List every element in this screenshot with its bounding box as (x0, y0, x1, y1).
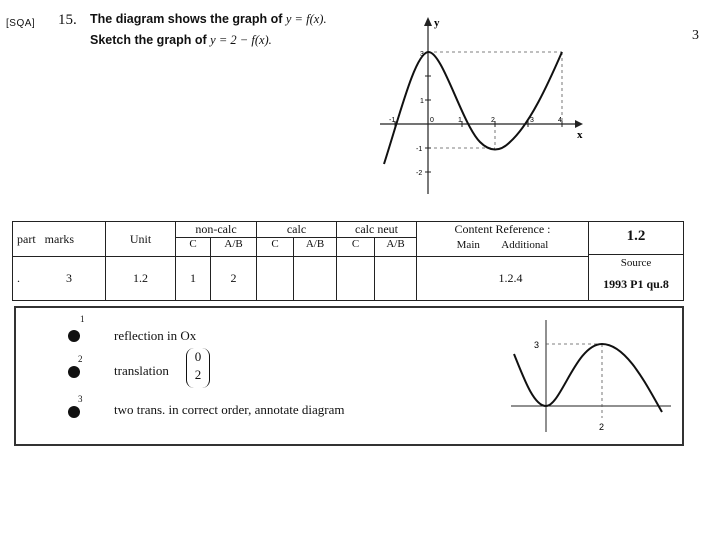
sketch-y-label: 3 (534, 340, 540, 350)
header-non-calc-label: non-calc (176, 222, 256, 238)
header-ab: A/B (305, 238, 325, 250)
header-calc (257, 222, 337, 257)
header-marks: marks (44, 231, 74, 246)
source-value: 1993 P1 qu.8 (603, 277, 669, 291)
header-c: C (176, 238, 211, 256)
header-c: C (257, 238, 294, 256)
header-ab: A/B (386, 238, 405, 250)
y-tick-label: -1 (416, 146, 423, 153)
content-additional-label: Additional (501, 239, 549, 251)
solution-point-1: reflection in Ox (114, 328, 197, 343)
question-line-2 (90, 33, 272, 48)
question-number: 15. (58, 12, 77, 28)
source-label: Source (620, 257, 652, 269)
sketch-x-label: 2 (599, 422, 605, 432)
question-line-2-text: Sketch the graph of (90, 33, 207, 47)
solution-box (14, 306, 684, 446)
curve-f (384, 52, 562, 164)
solution-sketch (506, 314, 676, 438)
header-unit: Unit (106, 222, 176, 257)
y-axis-label: y (434, 17, 440, 29)
header-content-reference (417, 222, 589, 257)
row-calc-neut-ab (375, 257, 417, 301)
row-calc-ab (294, 257, 337, 301)
row-non-calc-ab: 2 (211, 257, 257, 301)
header-calc-label: calc (257, 222, 336, 238)
question-line-1-text: The diagram shows the graph of (90, 12, 283, 26)
content-main-label: Main (456, 239, 480, 251)
row-non-calc-c: 1 (176, 257, 211, 301)
y-axis-arrow-icon (424, 17, 432, 26)
function-graph (370, 14, 600, 200)
row-content-main: 1.2.4 (417, 257, 589, 301)
x-tick-label: -1 (389, 117, 396, 124)
x-tick-label: 0 (430, 117, 434, 124)
content-reference-label: Content Reference : (454, 222, 551, 236)
row-calc-neut-c (337, 257, 375, 301)
translation-vector (186, 348, 210, 388)
header-part-marks (13, 222, 106, 257)
header-non-calc (176, 222, 257, 257)
y-tick-label: -2 (416, 170, 423, 177)
y-tick-label: 1 (420, 98, 424, 105)
x-tick-label: 2 (491, 117, 495, 124)
x-axis-arrow-icon (575, 120, 583, 128)
x-axis-label: x (577, 129, 583, 141)
bullet-icon (68, 366, 80, 378)
row-part: . (17, 271, 20, 285)
sketch-curve (514, 344, 662, 412)
x-tick-label: 1 (458, 117, 462, 124)
bullet-number: 3 (78, 394, 83, 404)
unit-big: 1.2 (589, 222, 683, 255)
bullet-icon (68, 330, 80, 342)
question-line-2-math: y = 2 − f(x). (210, 33, 272, 47)
question-marks: 3 (692, 28, 699, 43)
header-c: C (337, 238, 375, 256)
header-calc-neut-label: calc neut (337, 222, 416, 238)
bullet-icon (68, 406, 80, 418)
y-max-label: 3 (420, 51, 424, 58)
solution-point-3: two trans. in correct order, annotate diagram (114, 402, 345, 417)
question-line-1 (90, 12, 327, 27)
row-calc-c (257, 257, 294, 301)
vector-top: 0 (194, 349, 202, 364)
vector-bottom: 2 (194, 367, 202, 382)
row-unit: 1.2 (106, 257, 176, 301)
x-tick-label: 4 (558, 117, 562, 124)
source-tag: [SQA] (6, 18, 36, 29)
x-tick-label: 3 (530, 117, 534, 124)
bullet-number: 2 (78, 354, 83, 364)
solution-point-2: translation (114, 363, 169, 378)
row-part-marks (13, 257, 106, 301)
header-part: part (17, 231, 36, 246)
marks-table (12, 221, 684, 301)
question-line-1-math: y = f(x). (285, 12, 327, 26)
bullet-number: 1 (80, 314, 85, 324)
header-calc-neut (337, 222, 417, 257)
unit-source-cell (589, 222, 684, 301)
header-ab: A/B (224, 238, 243, 250)
row-marks: 3 (66, 271, 72, 285)
